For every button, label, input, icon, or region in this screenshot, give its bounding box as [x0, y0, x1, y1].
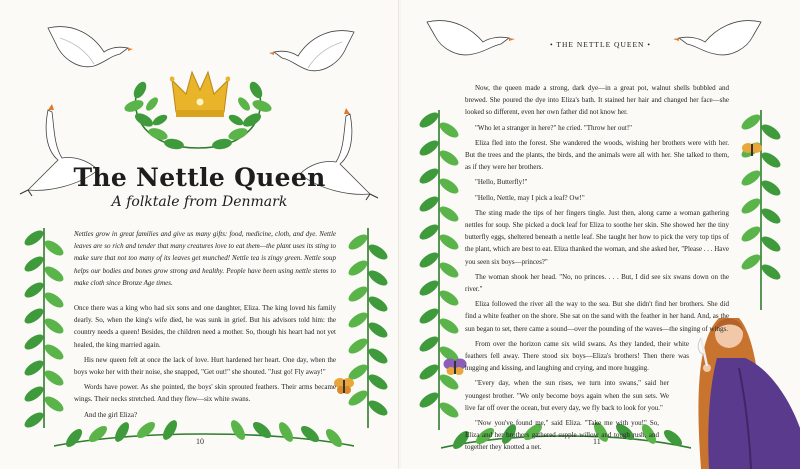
paragraph: "Hello, Butterfly!" — [475, 178, 528, 187]
intro-paragraph: Nettles grow in great families and give us many gifts: food, medicine, cloth, and dye. Nettle leaves are so rich and tender that many creatures love to eat them—the plant uses its sting to make sure that not too many of its leaves get munched! Nettle tea is zingy green. Nettle soup helps our bodies and bones grow strong and healthy. People have been using nettle stems to make cloth since Bronze Age times. — [74, 230, 336, 287]
nettle-vine — [415, 110, 463, 430]
paragraph: His new queen felt at once the lack of love. Hurt hardened her heart. One day, when the boys woke her with their noise, she snapped, "Get out!" she shouted. "Just go! Fly away!" — [74, 355, 336, 377]
butterfly-icon — [333, 375, 355, 397]
right-body-text — [465, 82, 729, 457]
butterfly-icon — [443, 356, 467, 378]
swan-icon — [669, 14, 765, 64]
paragraph: And the girl Eliza? — [84, 410, 138, 419]
swan-icon — [268, 22, 358, 82]
paragraph: Eliza followed the river all the way to the sea. But she didn't find her brothers. She did find a white feather on the shore. She sat on the sand with the feather in her hand. And, as the sun began to set, there came a sound—over the pounding of the waves—the singing of wings. — [465, 300, 729, 333]
running-head: • THE NETTLE QUEEN • — [550, 40, 651, 49]
paragraph: "Hello, Nettle, may I pick a leaf? Ow!" — [475, 193, 585, 202]
butterfly-icon — [741, 140, 763, 160]
paragraph: "Now you've found me," said Eliza. "Take me with you!" So, Eliza and her brothers gathered supple willow and tough rush, and together they knotted a net. — [465, 419, 659, 452]
paragraph: The sting made the tips of her fingers tingle. Just then, along came a woman gathering nettles for soup. She picked a dock leaf for Eliza to soothe her skin. She showed her the tiny butterfly eggs, sheltered beneath a nettle leaf. She taught her how to pick the very top tips of the plant, which are best to eat. Eliza thanked the woman, and she asked her, "Please . . . Have you seen six boys—princes?" — [465, 208, 729, 266]
left-body-text — [74, 228, 336, 424]
page-title: The Nettle Queen — [73, 163, 326, 192]
right-page — [401, 0, 800, 469]
paragraph: "Every day, when the sun rises, we turn into swans," said her youngest brother. "We only become boys again when the sun sets. We live far off over the ocean, but every day, we fly back to look for you." — [465, 379, 669, 412]
nettle-vine — [54, 418, 354, 458]
swan-icon — [423, 14, 519, 64]
paragraph: Once there was a king who had six sons and one daughter, Eliza. The king loved his family dearly. So, when the king's wife died, he was sunk in grief. But his advisors told him: the country needs a queen! Besides, the children need a mother. So, though his heart had not yet healed, the king married again. — [74, 304, 336, 349]
page-subtitle: A folktale from Denmark — [111, 194, 288, 210]
paragraph: The woman shook her head. "No, no princes. . . . But, I did see six swans down on the river." — [465, 272, 729, 294]
page-number: 11 — [593, 437, 601, 446]
left-page — [0, 0, 399, 469]
nettle-vine — [20, 228, 68, 428]
paragraph: Words have power. As she pointed, the boys' skin sprouted feathers. Their arms became wings. Their necks stretched. And they flew—six white swans. — [74, 383, 336, 404]
swan-icon — [44, 18, 134, 78]
paragraph: From over the horizon came six wild swans. As they landed, their white feathers fell away. There stood six boys—Eliza's brothers! Then there was hugging and kissing, and laughing and crying, and more hugging. — [465, 339, 689, 373]
crown-icon — [170, 66, 230, 122]
paragraph: Now, the queen made a strong, dark dye—in a great pot, walnut shells bubbled and brewed. She poured the dye into Eliza's bath. It stained her hair and changed her face—she looked so different, even her own father did not know her. — [465, 84, 729, 117]
paragraph: Eliza fled into the forest. She wandered the woods, wishing her brothers were with her. But the trees and the plants, the birds, and the animals were all with her. She talked to them, as if they were her brothers. — [465, 138, 729, 172]
nettle-vine — [344, 228, 392, 428]
paragraph: "Who let a stranger in here?" he cried. "Throw her out!" — [475, 123, 633, 132]
page-number: 10 — [196, 437, 204, 446]
